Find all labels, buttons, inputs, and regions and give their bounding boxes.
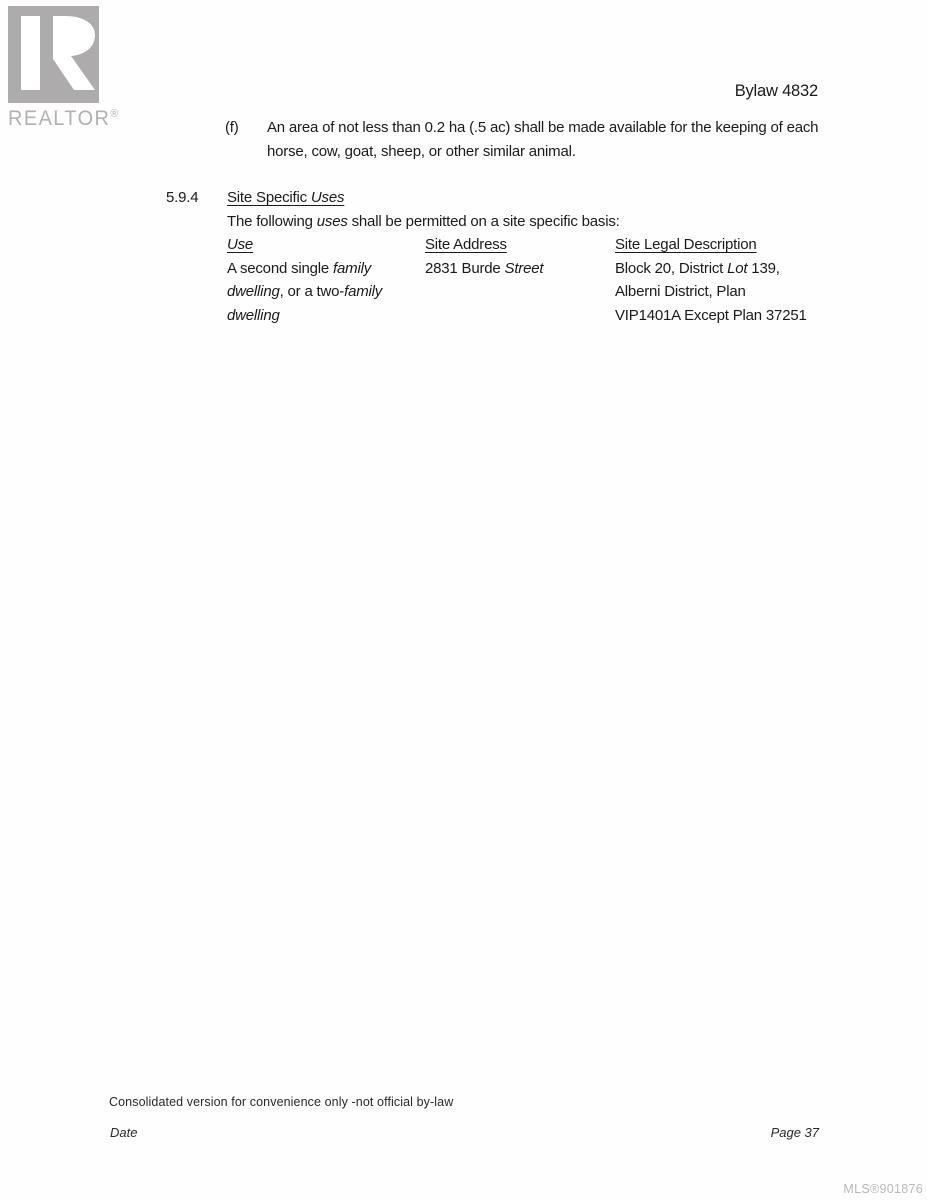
clause-f-text: An area of not less than 0.2 ha (.5 ac) shall be made available for the keeping of each horse, cow, goat, sheep, or other similar animal. <box>267 119 819 160</box>
table-column-site-address <box>425 233 543 280</box>
clause-f-label: (f) <box>225 119 239 136</box>
realtor-r-icon <box>8 6 99 103</box>
realtor-logo-text: REALTOR® <box>8 107 119 130</box>
section-number: 5.9.4 <box>166 189 199 206</box>
column-header-site-address: Site Address <box>425 236 507 253</box>
legal-description-cell-line: VIP1401A Except Plan 37251 <box>615 306 807 324</box>
site-address-cell-line: 2831 Burde Street <box>425 259 544 277</box>
consolidated-version-note: Consolidated version for convenience only -not official by-law <box>109 1095 454 1109</box>
realtor-logo <box>8 6 118 131</box>
section-title: Site Specific Uses <box>227 189 345 206</box>
registered-mark: ® <box>110 108 119 120</box>
section-heading <box>166 186 846 210</box>
legal-description-cell-line: Block 20, District Lot 139, <box>615 259 780 277</box>
legal-description-cell-line: Alberni District, Plan <box>615 283 746 300</box>
use-cell-line: dwelling, or a two-family <box>227 283 383 300</box>
column-header-site-legal-description: Site Legal Description <box>615 236 757 253</box>
section-body <box>227 210 846 354</box>
site-specific-uses-table <box>227 233 846 353</box>
section-5-9-4 <box>166 186 846 353</box>
use-cell-line: dwelling <box>227 306 280 324</box>
table-column-site-legal-description <box>615 233 807 327</box>
mls-watermark: MLS®901876 <box>843 1182 923 1196</box>
date-label: Date <box>110 1125 138 1140</box>
page-number: Page 37 <box>770 1125 819 1140</box>
column-header-use: Use <box>227 236 254 253</box>
section-intro: The following uses shall be permitted on a site specific basis: <box>227 212 620 230</box>
clause-f <box>225 116 827 164</box>
document-title: Bylaw 4832 <box>734 82 818 100</box>
use-cell-line: A second single family <box>227 259 372 277</box>
table-column-use <box>227 233 382 327</box>
